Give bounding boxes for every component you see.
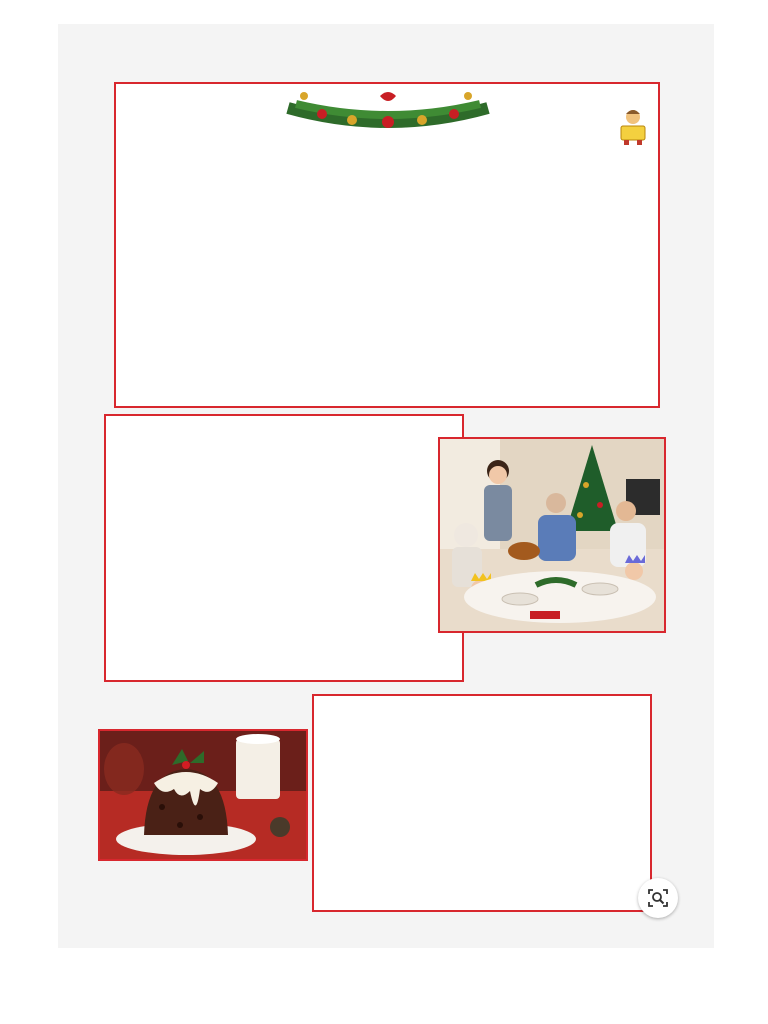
- complete-sentences-box: [312, 694, 652, 912]
- christmas-pudding-photo: [98, 729, 308, 861]
- kid-logo-icon: [618, 108, 648, 146]
- garland-icon: [282, 86, 494, 134]
- image-search-button[interactable]: [638, 878, 678, 918]
- true-false-box: [104, 414, 464, 682]
- image-search-icon: [647, 887, 669, 909]
- family-dinner-photo: [438, 437, 666, 633]
